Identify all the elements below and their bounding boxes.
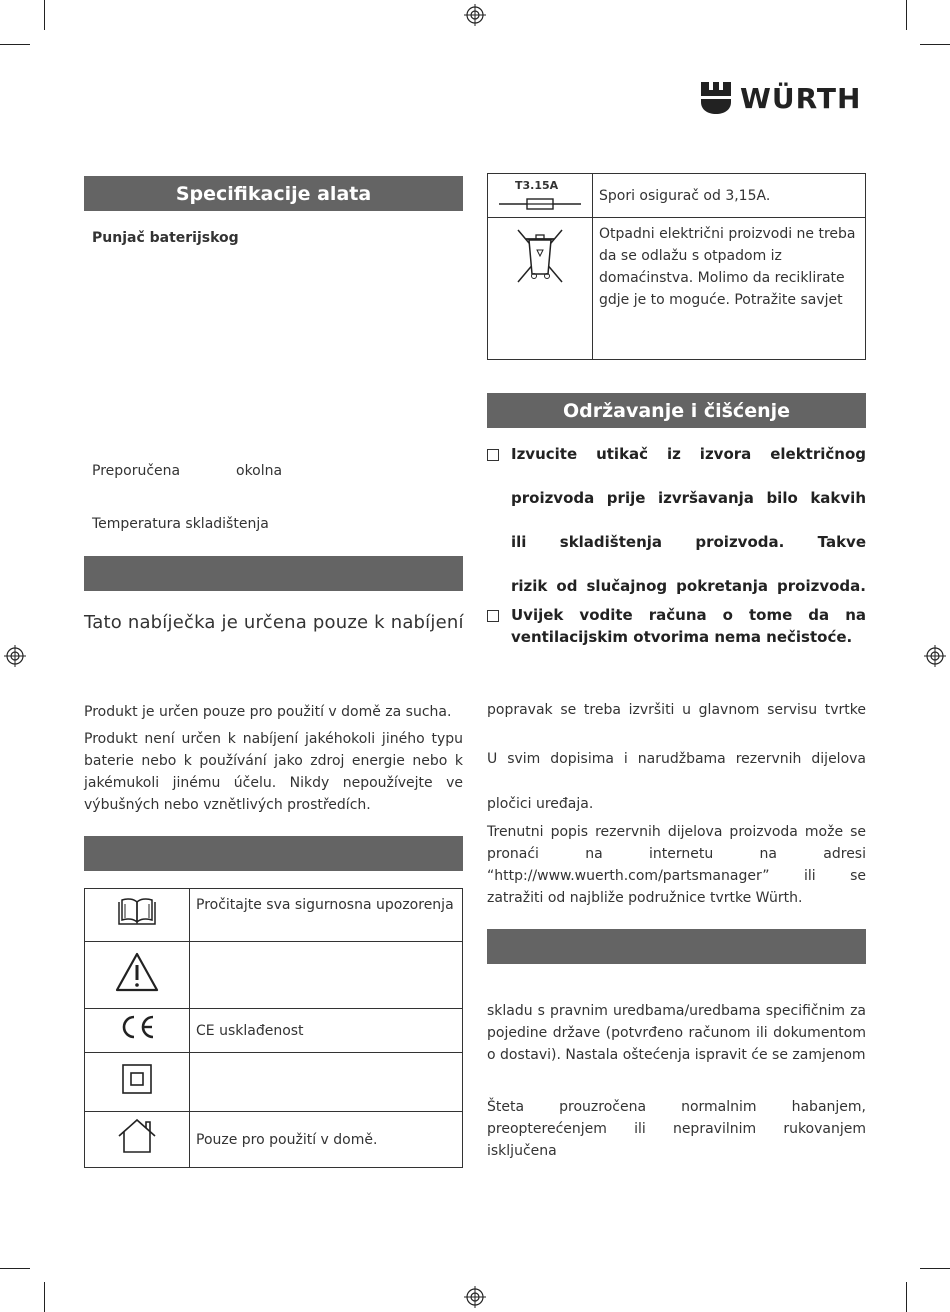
usage-paragraph-2: Produkt není určen k nabíjení jakéhokoli jiného typu baterie nebo k používání jako zdroj energie nebo k jakémukoli jinému účelu. Nikdy nepoužívejte ve výbušných nebo vznětlivých prostředích. bbox=[84, 731, 463, 813]
symbol-cell bbox=[85, 1112, 190, 1168]
table-row bbox=[85, 1009, 463, 1053]
wurth-emblem-icon bbox=[700, 80, 732, 116]
symbol-desc bbox=[190, 942, 463, 1009]
crop-mark bbox=[44, 0, 45, 30]
spec-item-title: Punjač baterijskog bbox=[92, 230, 239, 246]
crop-mark bbox=[906, 1282, 907, 1312]
plate-line: pločici uređaja. bbox=[487, 796, 594, 812]
table-row bbox=[85, 1112, 463, 1168]
crop-mark bbox=[920, 44, 950, 45]
crop-mark bbox=[0, 1268, 30, 1269]
symbols-header-blank bbox=[84, 836, 463, 871]
spec-header: Specifikacije alata bbox=[84, 176, 463, 211]
registration-mark-icon bbox=[924, 645, 946, 667]
weee-cell bbox=[488, 218, 593, 360]
bullet-line: Izvucite utikač iz izvora električnog bbox=[511, 445, 866, 463]
symbol-desc bbox=[190, 1053, 463, 1112]
crossed-bin-icon bbox=[512, 226, 568, 286]
bullet-line: proizvoda prije izvršavanja bilo kakvih bbox=[511, 489, 866, 507]
warning-triangle-icon bbox=[114, 951, 160, 993]
bullet-line: rizik od slučajnog pokretanja proizvoda. bbox=[511, 577, 866, 595]
house-icon bbox=[116, 1118, 158, 1154]
symbol-cell bbox=[85, 1053, 190, 1112]
registration-mark-icon bbox=[4, 645, 26, 667]
wurth-logo bbox=[700, 80, 861, 116]
weee-desc: Otpadni električni proizvodi ne treba da se odlažu s otpadom iz domaćinstva. Molimo da reciklirate gdje je to moguće. Potražite savjet bbox=[593, 218, 866, 360]
bullet-line: ili skladištenja proizvoda. Takve bbox=[511, 533, 866, 551]
wurth-logo-text: WÜRTH bbox=[740, 81, 862, 115]
fuse-label: T3.15A bbox=[515, 178, 559, 192]
correspondence-line: U svim dopisima i narudžbama rezervnih dijelova bbox=[487, 751, 866, 767]
maintenance-header: Održavanje i čišćenje bbox=[487, 393, 866, 428]
fuse-cell bbox=[488, 174, 593, 218]
book-icon bbox=[115, 896, 159, 928]
crop-mark bbox=[920, 1268, 950, 1269]
symbol-desc: CE usklađenost bbox=[190, 1009, 463, 1053]
double-insulation-icon bbox=[121, 1063, 153, 1095]
registration-mark-icon bbox=[464, 4, 486, 26]
crop-mark bbox=[0, 44, 30, 45]
symbols-table bbox=[84, 888, 463, 1168]
maintenance-bullet-2 bbox=[487, 604, 866, 648]
repair-line: popravak se treba izvršiti u glavnom servisu tvrtke bbox=[487, 702, 866, 718]
checkbox-bullet-icon bbox=[487, 610, 499, 622]
maintenance-bullet-1 bbox=[487, 443, 866, 597]
fuse-desc: Spori osigurač od 3,15A. bbox=[593, 174, 866, 218]
registration-mark-icon bbox=[464, 1286, 486, 1308]
table-row bbox=[488, 174, 866, 218]
usage-paragraph-1: Produkt je určen pouze pro použití v domě za sucha. bbox=[84, 704, 452, 720]
table-row bbox=[85, 942, 463, 1009]
crop-mark bbox=[44, 1282, 45, 1312]
symbol-cell bbox=[85, 889, 190, 942]
intro-text: Tato nabíječka je určena pouze k nabíjení bbox=[84, 612, 464, 633]
storage-temp-label: Temperatura skladištenja bbox=[92, 516, 269, 532]
symbol-desc: Pročitajte sva sigurnosna upozorenja bbox=[190, 889, 463, 942]
disposal-table bbox=[487, 173, 866, 360]
symbol-desc: Pouze pro použití v domě. bbox=[190, 1112, 463, 1168]
recommended-label-2: okolna bbox=[236, 463, 283, 479]
symbol-cell bbox=[85, 1009, 190, 1053]
damage-paragraph: Šteta prouzročena normalnim habanjem, preopterećenjem ili nepravilnim rukovanjem isključena bbox=[487, 1099, 866, 1159]
checkbox-bullet-icon bbox=[487, 449, 499, 461]
bullet-text: Uvijek vodite računa o tome da na ventilacijskim otvorima nema nečistoće. bbox=[511, 606, 866, 646]
warranty-header-blank bbox=[487, 929, 866, 964]
table-row bbox=[85, 1053, 463, 1112]
spare-parts-paragraph: Trenutni popis rezervnih dijelova proizvoda može se pronaći na internetu na adresi “http://www.wuerth.com/partsmanager” ili se zatražiti od najbliže podružnice tvrtke Würth. bbox=[487, 824, 866, 906]
section-header-blank bbox=[84, 556, 463, 591]
table-row bbox=[488, 218, 866, 360]
symbol-cell bbox=[85, 942, 190, 1009]
recommended-label: Preporučena bbox=[92, 463, 181, 479]
ce-mark-icon bbox=[117, 1014, 157, 1040]
warranty-paragraph: skladu s pravnim uredbama/uredbama specifičnim za pojedine države (potvrđeno računom ili dokumentom o dostavi). Nastala oštećenja ispravit će se zamjenom bbox=[487, 1003, 866, 1063]
fuse-icon bbox=[495, 197, 585, 211]
table-row bbox=[85, 889, 463, 942]
crop-mark bbox=[906, 0, 907, 30]
